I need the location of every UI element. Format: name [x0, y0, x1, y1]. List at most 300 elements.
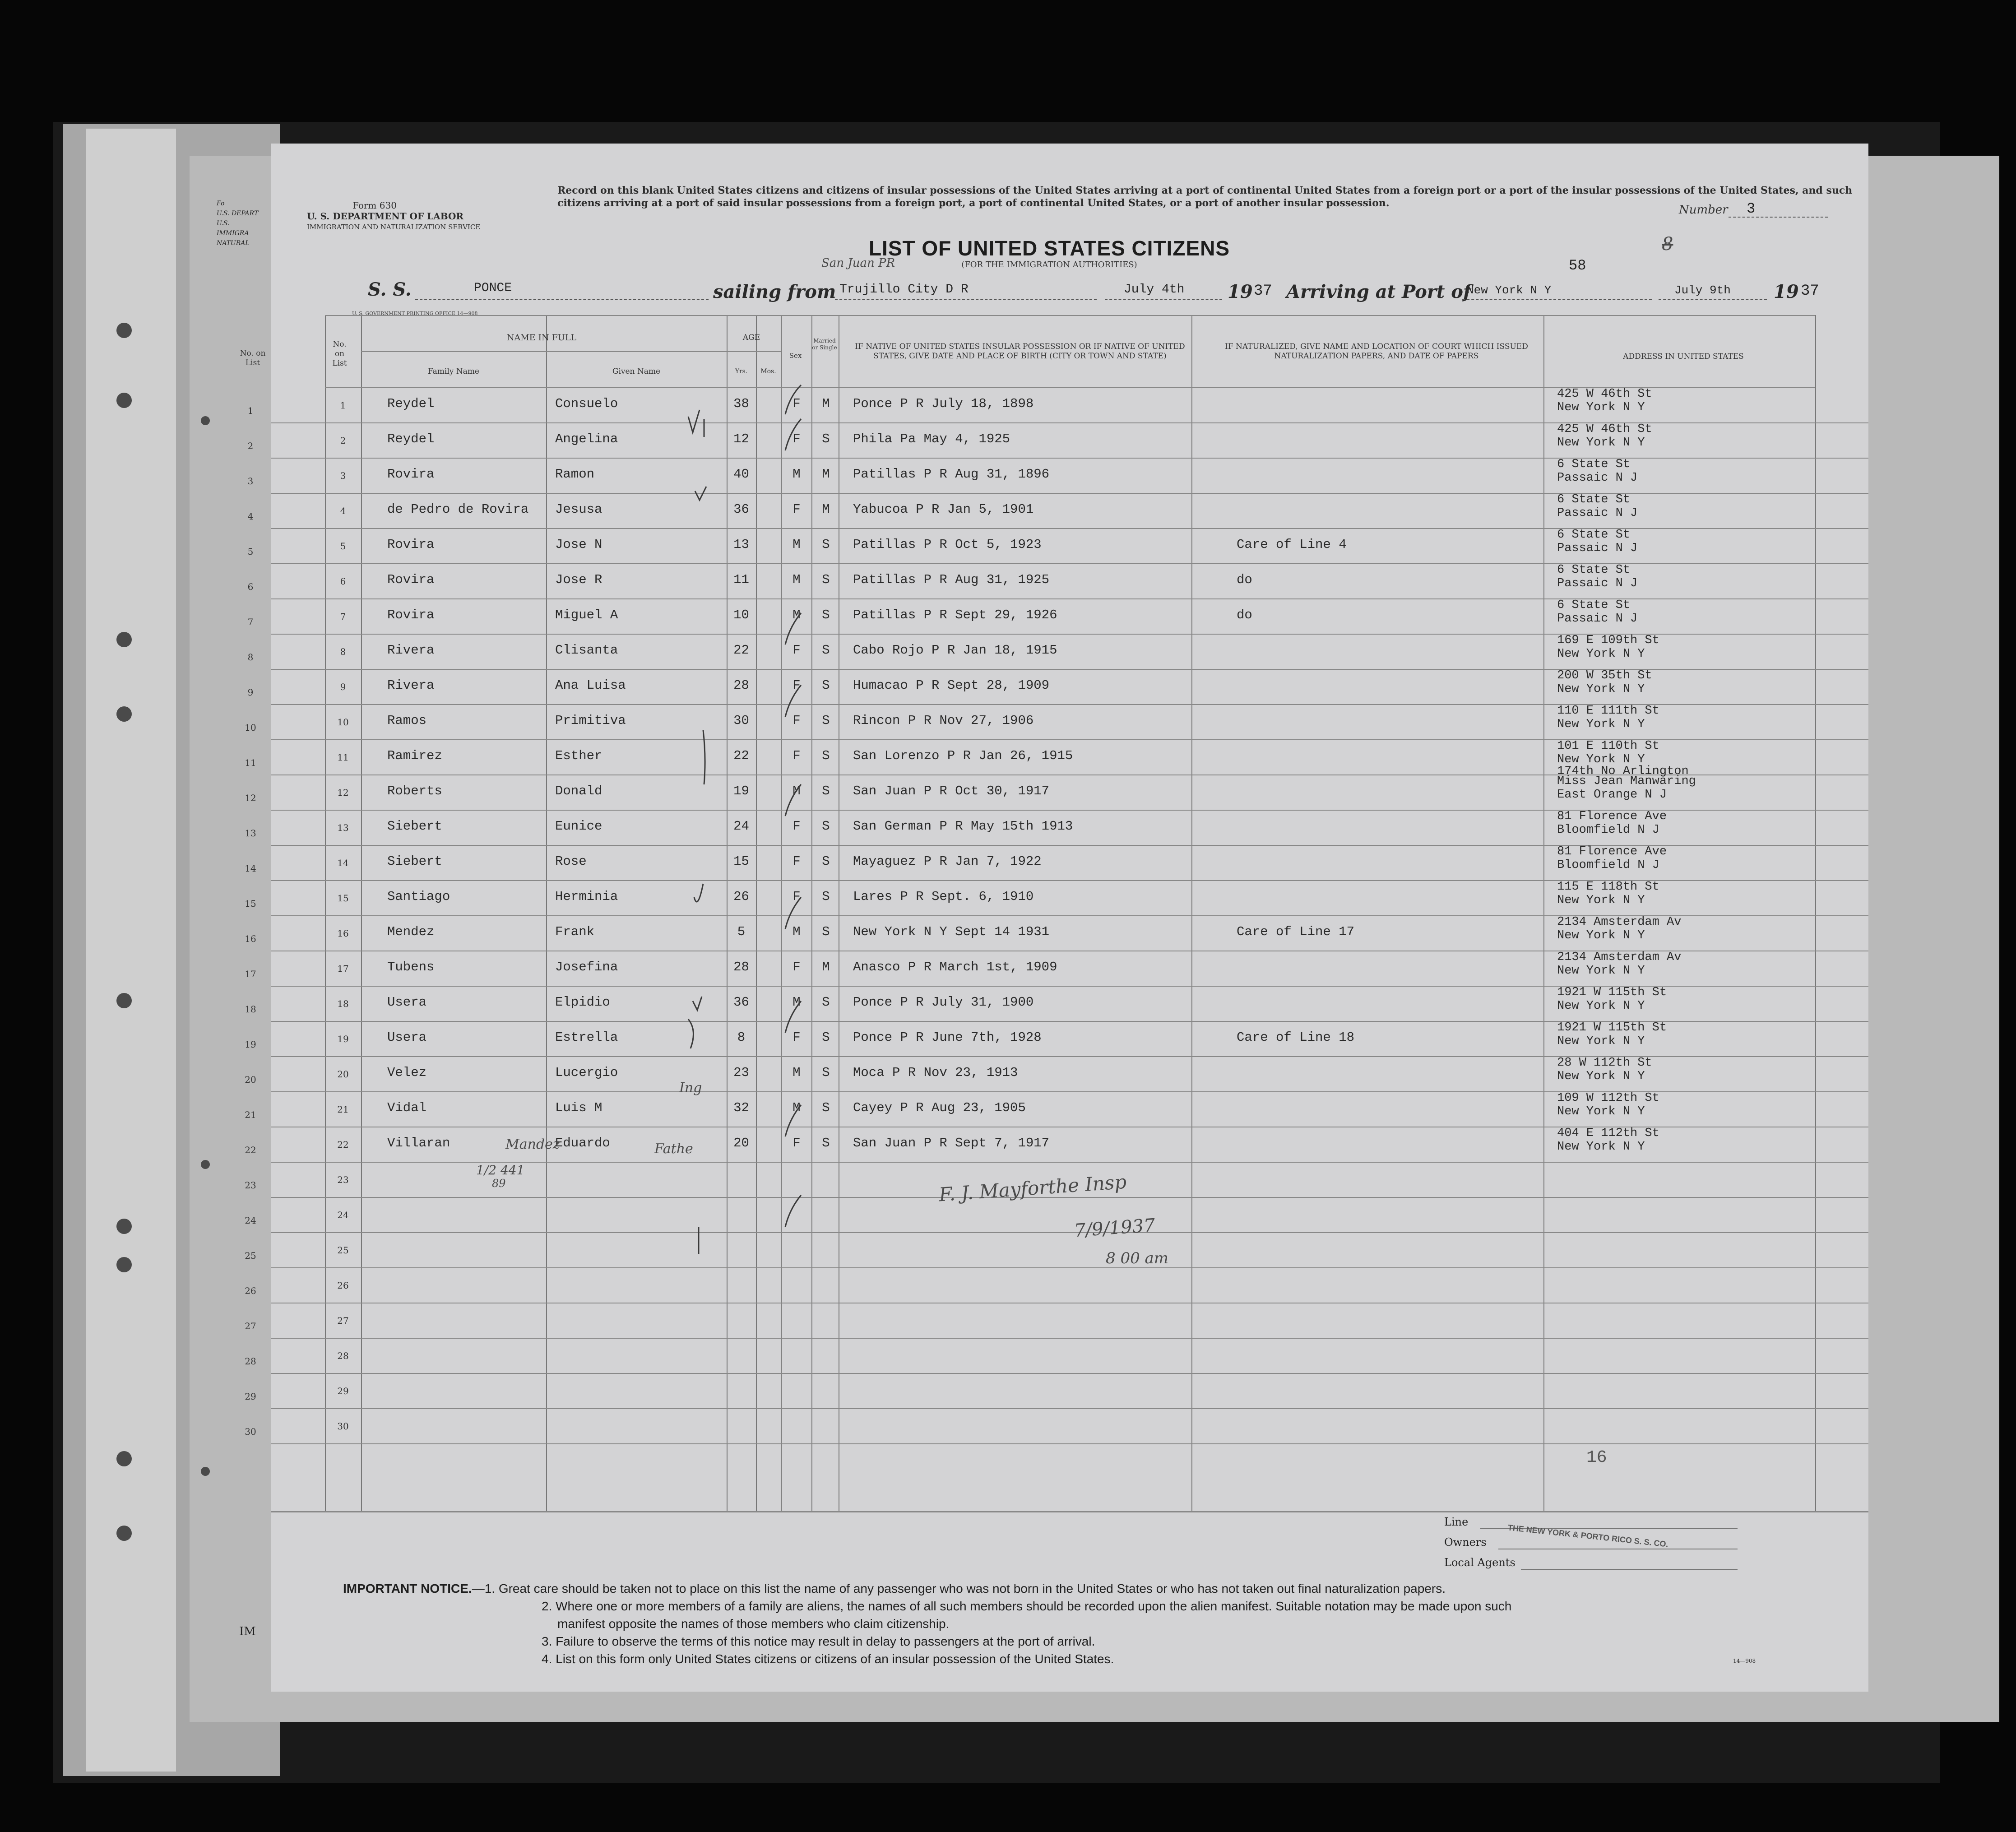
cell-address-line: New York N Y	[1557, 401, 1645, 414]
cell-no: 15	[337, 893, 349, 904]
cell-family: Reydel	[387, 431, 435, 446]
binder-hole	[116, 1219, 132, 1234]
cell-address-line: 6 State St	[1557, 528, 1631, 542]
margin-line-number: 17	[245, 969, 256, 979]
cell-address-line: 169 E 109th St	[1557, 634, 1659, 647]
col-header-family: Family Name	[428, 367, 479, 376]
printer-note: U. S. GOVERNMENT PRINTING OFFICE 14—908	[352, 311, 478, 316]
cell-birth: San Juan P R Sept 7, 1917	[853, 1136, 1050, 1150]
cell-ms: S	[822, 1136, 830, 1150]
cell-ms: S	[822, 572, 830, 587]
cell-yrs: 8	[737, 1030, 746, 1045]
cell-given: Rose	[555, 854, 587, 869]
cell-address-line: 2134 Amsterdam Av	[1557, 915, 1682, 929]
cell-address-line: 425 W 46th St	[1557, 387, 1652, 401]
binder-hole	[116, 1451, 132, 1466]
cell-no: 2	[340, 435, 346, 446]
departure-date: July 4th	[1124, 283, 1185, 297]
cell-address-line: 6 State St	[1557, 458, 1631, 471]
cell-sex: M	[792, 467, 801, 482]
age-slash	[785, 685, 801, 717]
cell-given: Ramon	[555, 467, 595, 482]
name-correction: Mandez	[505, 1136, 560, 1152]
cell-birth: Phila Pa May 4, 1925	[853, 431, 1010, 446]
number-label: Number	[1679, 203, 1728, 217]
margin-line-number: 12	[245, 793, 256, 803]
margin-line-number: 3	[247, 476, 254, 487]
cell-ms: S	[822, 995, 830, 1010]
cell-given: Consuelo	[555, 396, 618, 411]
cell-yrs: 28	[733, 960, 749, 974]
form-code: 14—908	[1733, 1658, 1756, 1664]
cell-address-line: Passaic N J	[1557, 506, 1638, 520]
cell-no: 23	[337, 1174, 349, 1185]
cell-no: 27	[337, 1315, 349, 1326]
cell-no: 17	[337, 963, 349, 974]
cell-yrs: 23	[733, 1065, 749, 1080]
cell-family: Ramos	[387, 713, 427, 728]
cell-address-line: 28 W 112th St	[1557, 1056, 1652, 1070]
cell-ms: S	[822, 748, 830, 763]
cell-yrs: 26	[733, 889, 749, 904]
cell-address-line: New York N Y	[1557, 436, 1645, 450]
cell-nat: Care of Line 17	[1237, 924, 1355, 939]
cell-address-line: New York N Y	[1557, 753, 1645, 766]
cell-birth: Rincon P R Nov 27, 1906	[853, 713, 1034, 728]
cell-yrs: 20	[733, 1136, 749, 1150]
margin-line-number: 22	[245, 1145, 256, 1155]
binder-hole	[201, 1467, 210, 1476]
binder-hole	[201, 1160, 210, 1169]
cell-sex: F	[792, 819, 801, 834]
binder-strip	[86, 129, 176, 1772]
cell-sex: M	[792, 1065, 801, 1080]
cell-family: Vidal	[387, 1100, 427, 1115]
margin-line-number: 2	[247, 441, 254, 451]
cell-birth: Humacao P R Sept 28, 1909	[853, 678, 1050, 693]
cell-family: Tubens	[387, 960, 435, 974]
cell-address-line: 109 W 112th St	[1557, 1091, 1659, 1105]
margin-line-number: 19	[245, 1039, 256, 1050]
owners-stamp: THE NEW YORK & PORTO RICO S. S. CO.	[1507, 1523, 1669, 1549]
line-label: Line	[1444, 1516, 1469, 1528]
col-header-given: Given Name	[612, 367, 661, 376]
arrival-port: New York N Y	[1467, 283, 1552, 297]
cell-no: 18	[337, 998, 349, 1009]
margin-line-number: 5	[247, 546, 254, 557]
binder-hole	[116, 1526, 132, 1541]
cell-no: 26	[337, 1280, 349, 1291]
cell-address-line: New York N Y	[1557, 999, 1645, 1013]
sailing-label: sailing from	[713, 281, 836, 302]
cell-family: Siebert	[387, 854, 442, 869]
inspection-date: 7/9/1937	[1073, 1215, 1156, 1242]
cell-no: 24	[337, 1210, 349, 1220]
arriving-label: Arriving at Port of	[1286, 281, 1471, 302]
cell-given: Jose N	[555, 537, 602, 552]
cell-address-line: 101 E 110th St	[1557, 739, 1659, 753]
cell-address-line: Passaic N J	[1557, 542, 1638, 555]
cell-sex: F	[792, 1030, 801, 1045]
cell-address-line: New York N Y	[1557, 964, 1645, 978]
cell-given: Estrella	[555, 1030, 618, 1045]
cell-ms: S	[822, 678, 830, 693]
cell-birth: Ponce P R July 18, 1898	[853, 396, 1034, 411]
binder-hole	[116, 323, 132, 338]
cell-family: Ramirez	[387, 748, 442, 763]
cell-yrs: 32	[733, 1100, 749, 1115]
cell-family: Usera	[387, 1030, 427, 1045]
cell-address-line: Bloomfield N J	[1557, 823, 1659, 837]
from-port-note: San Juan PR	[821, 256, 895, 270]
cell-ms: M	[822, 396, 830, 411]
cell-ms: S	[822, 608, 830, 622]
cell-no: 11	[337, 752, 349, 763]
margin-line-number: 27	[245, 1321, 256, 1331]
cell-ms: S	[822, 643, 830, 658]
cell-given: Lucergio	[555, 1065, 618, 1080]
check-mark	[695, 487, 706, 500]
cell-address-line: 81 Florence Ave	[1557, 845, 1667, 858]
cell-family: Rivera	[387, 643, 435, 658]
cell-address-line: Passaic N J	[1557, 612, 1638, 626]
cell-family: Reydel	[387, 396, 435, 411]
cell-address-line: 200 W 35th St	[1557, 669, 1652, 682]
margin-line-number: 13	[245, 828, 256, 839]
cell-birth: Patillas P R Oct 5, 1923	[853, 537, 1042, 552]
cell-ms: S	[822, 537, 830, 552]
margin-line-number: 14	[245, 863, 256, 874]
notice-item-3: 3. Failure to observe the terms of this notice may result in delay to passengers at the port of arrival.	[542, 1634, 1095, 1648]
cell-family: Rivera	[387, 678, 435, 693]
cell-family: Rovira	[387, 608, 435, 622]
margin-line-number: 21	[245, 1109, 256, 1120]
departure-year-prefix: 19	[1228, 281, 1253, 302]
margin-line-number: 24	[245, 1215, 256, 1226]
cell-given: Eunice	[555, 819, 602, 834]
age-slash	[785, 784, 801, 816]
cell-family: Villaran	[387, 1136, 450, 1150]
cell-ms: M	[822, 502, 830, 517]
cell-no: 19	[337, 1034, 349, 1044]
margin-line-number: 7	[247, 617, 254, 627]
cell-given: Jose R	[555, 572, 602, 587]
corner-number-2: 8	[1662, 234, 1673, 255]
cell-given: Miguel A	[555, 608, 618, 622]
cell-address-line: East Orange N J	[1557, 788, 1667, 802]
cell-no: 7	[340, 611, 346, 622]
col-header-married: Married or Single	[812, 338, 837, 351]
margin-line-number: 26	[245, 1285, 256, 1296]
cell-yrs: 36	[733, 502, 749, 517]
col-header-age: AGE	[742, 333, 760, 342]
binder-hole	[116, 632, 132, 647]
underlying-page-header-fragment: Fo U.S. DEPART U.S. IMMIGRA NATURAL	[217, 200, 259, 247]
cell-family: de Pedro de Rovira	[387, 502, 529, 517]
cell-sex: M	[792, 608, 801, 622]
cell-ms: S	[822, 713, 830, 728]
binder-hole	[201, 416, 210, 425]
cell-no: 8	[340, 646, 346, 657]
service-name: IMMIGRATION AND NATURALIZATION SERVICE	[307, 223, 481, 231]
margin-line-number: 6	[247, 581, 254, 592]
cell-no: 9	[340, 682, 346, 692]
cell-yrs: 19	[733, 784, 749, 798]
binder-hole	[116, 706, 132, 722]
cell-nat: Care of Line 18	[1237, 1030, 1355, 1045]
cell-birth: Lares P R Sept. 6, 1910	[853, 889, 1034, 904]
margin-line-number: 23	[245, 1180, 256, 1191]
margin-line-number: 20	[245, 1074, 256, 1085]
bracket-mark	[688, 1019, 693, 1048]
margin-line-number: 30	[245, 1426, 256, 1437]
margin-line-number: 28	[245, 1356, 256, 1367]
cell-no: 22	[337, 1139, 349, 1150]
cell-yrs: 24	[733, 819, 749, 834]
form-number: Form 630	[352, 200, 397, 211]
cell-yrs: 10	[733, 608, 749, 622]
cell-no: 28	[337, 1350, 349, 1361]
department-name: U. S. DEPARTMENT OF LABOR	[307, 211, 464, 222]
arrival-year: 37	[1801, 283, 1819, 300]
col-header-naturalized: IF NATURALIZED, GIVE NAME AND LOCATION OF COURT WHICH ISSUED NATURALIZATION PAPERS, AND DATE OF PAPERS	[1225, 342, 1528, 361]
cell-address-line: Passaic N J	[1557, 577, 1638, 590]
cell-ms: S	[822, 854, 830, 869]
binder-hole	[116, 993, 132, 1008]
cell-address-line: New York N Y	[1557, 894, 1645, 907]
form-title: LIST OF UNITED STATES CITIZENS	[868, 237, 1230, 260]
cell-sex: F	[792, 678, 801, 693]
cell-birth: Patillas P R Aug 31, 1896	[853, 467, 1050, 482]
cell-family: Siebert	[387, 819, 442, 834]
agents-label: Local Agents	[1444, 1556, 1515, 1569]
cell-birth: San German P R May 15th 1913	[853, 819, 1073, 834]
cell-address-line: 81 Florence Ave	[1557, 810, 1667, 823]
cell-no: 3	[340, 470, 346, 481]
col-header-sex: Sex	[789, 352, 802, 360]
age-slash	[785, 1001, 801, 1033]
cell-birth: New York N Y Sept 14 1931	[853, 924, 1050, 939]
cell-nat: do	[1237, 608, 1252, 622]
usera-note-1: 1/2 441	[476, 1163, 525, 1178]
cell-given: Primitiva	[555, 713, 626, 728]
cell-family: Roberts	[387, 784, 442, 798]
margin-line-number: 9	[247, 687, 254, 698]
cell-ms: M	[822, 467, 830, 482]
cell-address-line: New York N Y	[1557, 929, 1645, 942]
margin-line-number: 11	[245, 757, 256, 768]
cell-birth: Patillas P R Sept 29, 1926	[853, 608, 1057, 622]
arrival-year-prefix: 19	[1774, 281, 1799, 302]
notice-title: IMPORTANT NOTICE.	[343, 1582, 472, 1595]
age-slash	[785, 613, 801, 645]
cell-address-line: 404 E 112th St	[1557, 1127, 1659, 1140]
col-header-no: No. on List	[332, 340, 347, 368]
usera-note-2: 89	[492, 1177, 506, 1190]
cell-yrs: 30	[733, 713, 749, 728]
cell-yrs: 12	[733, 431, 749, 446]
ss-label: S. S.	[368, 279, 412, 300]
col-header-no-left: No. on List	[240, 349, 266, 367]
margin-line-number: 25	[245, 1250, 256, 1261]
age-slash	[785, 897, 801, 929]
cell-sex: F	[792, 396, 801, 411]
margin-line-number: 1	[247, 405, 254, 416]
cell-given: Eduardo	[555, 1136, 610, 1150]
cell-address-line: Bloomfield N J	[1557, 858, 1659, 872]
check-mark	[693, 997, 702, 1010]
check-mark	[688, 410, 700, 432]
underlying-page-fragment: IM	[239, 1625, 256, 1638]
cell-address-line: 6 State St	[1557, 598, 1631, 612]
cell-yrs: 38	[733, 396, 749, 411]
cell-address-line: New York N Y	[1557, 1034, 1645, 1048]
cell-family: Santiago	[387, 889, 450, 904]
cell-family: Rovira	[387, 537, 435, 552]
cell-birth: San Juan P R Oct 30, 1917	[853, 784, 1050, 798]
binder-hole	[116, 1257, 132, 1272]
corner-number: 58	[1569, 257, 1586, 274]
cell-address-line: Passaic N J	[1557, 471, 1638, 485]
cell-given: Jesusa	[555, 502, 602, 517]
form-preamble: Record on this blank United States citizens and citizens of insular possessions of the United States arriving at a port of continental United States from a foreign port or a port of the insular possessions of the United States, and such citizens arriving at a port of said insular possessions from a foreign port, a port of continental United States, or a port of another insular possession.	[557, 185, 1853, 209]
cell-given: Ana Luisa	[555, 678, 626, 693]
cell-no: 10	[337, 717, 349, 728]
cell-address-line: 2134 Amsterdam Av	[1557, 951, 1682, 964]
important-notice	[343, 1580, 1828, 1668]
cell-address-line: 6 State St	[1557, 493, 1631, 506]
number-value: 3	[1747, 200, 1756, 217]
cell-no: 6	[340, 576, 346, 587]
margin-line-number: 16	[245, 933, 256, 944]
col-header-birth: IF NATIVE OF UNITED STATES INSULAR POSSESSION OR IF NATIVE OF UNITED STATES, GIVE DATE AND PLACE OF BIRTH (CITY OR TOWN AND STATE)	[855, 342, 1185, 361]
cell-no: 5	[340, 541, 346, 552]
cell-yrs: 5	[737, 924, 746, 939]
cell-birth: Patillas P R Aug 31, 1925	[853, 572, 1050, 587]
ship-name: PONCE	[474, 281, 512, 295]
col-header-mos: Mos.	[760, 368, 776, 375]
margin-note-mendez: Ing	[679, 1080, 702, 1096]
cell-birth: Cayey P R Aug 23, 1905	[853, 1100, 1026, 1115]
cell-address-line: New York N Y	[1557, 718, 1645, 731]
cell-sex: F	[792, 431, 801, 446]
cell-no: 13	[337, 822, 349, 833]
cell-birth: Moca P R Nov 23, 1913	[853, 1065, 1018, 1080]
notice-item-4: 4. List on this form only United States citizens or citizens of an insular possession of the United States.	[542, 1652, 1114, 1666]
cell-family: Rovira	[387, 467, 435, 482]
bracket-mark	[703, 730, 705, 784]
cell-birth: San Lorenzo P R Jan 26, 1915	[853, 748, 1073, 763]
notice-item-1: —1. Great care should be taken not to place on this list the name of any passenger who was not born in the United States or who has not taken out final naturalization papers.	[472, 1582, 1446, 1595]
cell-no: 14	[337, 858, 349, 868]
cell-ms: M	[822, 960, 830, 974]
cell-given: Herminia	[555, 889, 618, 904]
cell-birth: Yabucoa P R Jan 5, 1901	[853, 502, 1034, 517]
owners-label: Owners	[1444, 1536, 1487, 1549]
cell-yrs: 22	[733, 748, 749, 763]
inspection-time: 8 00 am	[1106, 1249, 1169, 1267]
cell-no: 4	[340, 506, 346, 516]
cell-sex: F	[792, 643, 801, 658]
page-number: 16	[1586, 1448, 1607, 1467]
notice-item-2-cont: manifest opposite the names of those members who claim citizenship.	[557, 1617, 950, 1631]
age-slash	[785, 385, 801, 414]
cell-address-line: 174th No Arlington	[1557, 765, 1689, 778]
cell-birth: Ponce P R June 7th, 1928	[853, 1030, 1042, 1045]
cell-ms: S	[822, 1030, 830, 1045]
cell-address-line: 425 W 46th St	[1557, 422, 1652, 436]
cell-sex: M	[792, 537, 801, 552]
cell-address-line: Miss Jean Manwaring	[1557, 775, 1696, 788]
margin-note-father: Fathe	[654, 1141, 693, 1157]
cell-sex: M	[792, 784, 801, 798]
margin-line-number: 18	[245, 1004, 256, 1015]
manifest-page	[240, 144, 1868, 1692]
col-header-address: ADDRESS IN UNITED STATES	[1623, 352, 1744, 361]
departure-year: 37	[1254, 283, 1272, 300]
cell-address-line: New York N Y	[1557, 1070, 1645, 1083]
cell-address-line: New York N Y	[1557, 1140, 1645, 1154]
cell-address-line: 6 State St	[1557, 563, 1631, 577]
cell-birth: Ponce P R July 31, 1900	[853, 995, 1034, 1010]
cell-sex: F	[792, 502, 801, 517]
form-subtitle: (FOR THE IMMIGRATION AUTHORITIES)	[961, 260, 1137, 269]
age-slash	[785, 1105, 801, 1136]
cell-sex: F	[792, 889, 801, 904]
cell-given: Angelina	[555, 431, 618, 446]
binder-hole	[116, 393, 132, 408]
cell-given: Clisanta	[555, 643, 618, 658]
margin-line-number: 8	[247, 652, 254, 663]
cell-ms: S	[822, 1100, 830, 1115]
col-header-name: NAME IN FULL	[506, 333, 577, 343]
cell-address-line: 110 E 111th St	[1557, 704, 1659, 718]
cell-sex: F	[792, 960, 801, 974]
cell-ms: S	[822, 1065, 830, 1080]
check-mark	[694, 884, 703, 902]
cell-sex: F	[792, 748, 801, 763]
cell-address-line: 115 E 118th St	[1557, 880, 1659, 894]
age-slash	[785, 1195, 801, 1227]
cell-given: Luis M	[555, 1100, 602, 1115]
cell-birth: Mayaguez P R Jan 7, 1922	[853, 854, 1042, 869]
cell-birth: Cabo Rojo P R Jan 18, 1915	[853, 643, 1057, 658]
margin-line-number: 29	[245, 1391, 256, 1402]
cell-address-line: New York N Y	[1557, 1105, 1645, 1118]
cell-ms: S	[822, 819, 830, 834]
cell-given: Josefina	[555, 960, 618, 974]
col-header-yrs: Yrs.	[735, 368, 748, 375]
cell-no: 25	[337, 1245, 349, 1256]
cell-no: 29	[337, 1386, 349, 1396]
margin-line-number: 15	[245, 898, 256, 909]
cell-no: 21	[337, 1104, 349, 1115]
notice-item-2: 2. Where one or more members of a family are aliens, the names of all such members should be recorded upon the alien manifest. Suitable notation may be made upon such	[542, 1599, 1512, 1613]
cell-yrs: 11	[733, 572, 749, 587]
cell-ms: S	[822, 784, 830, 798]
cell-address-line: New York N Y	[1557, 682, 1645, 696]
cell-sex: F	[792, 854, 801, 869]
cell-given: Frank	[555, 924, 595, 939]
cell-sex: F	[792, 1136, 801, 1150]
cell-nat: do	[1237, 572, 1252, 587]
cell-sex: M	[792, 995, 801, 1010]
cell-no: 1	[340, 400, 346, 411]
cell-yrs: 15	[733, 854, 749, 869]
cell-sex: F	[792, 713, 801, 728]
margin-line-number: 10	[245, 722, 256, 733]
cell-family: Velez	[387, 1065, 427, 1080]
